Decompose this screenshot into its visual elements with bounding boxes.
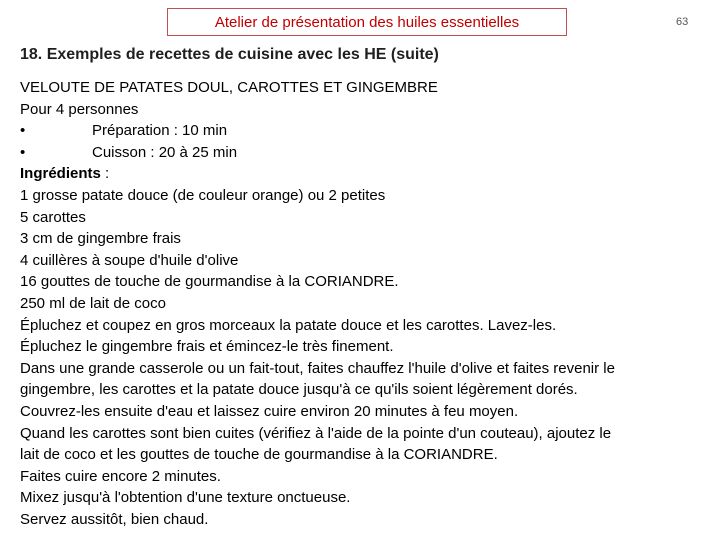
ingredients-heading: Ingrédients — [20, 165, 101, 183]
recipe-name: VELOUTE DE PATATES DOUL, CAROTTES ET GINGEMBRE — [20, 79, 438, 96]
section-title: 18. Exemples de recettes de cuisine avec les HE (suite) — [20, 46, 439, 63]
recipe-servings: Pour 4 personnes — [20, 100, 139, 118]
step-line: Quand les carottes sont bien cuites (vérifiez à l'aide de la pointe d'un couteau), ajoutez le — [20, 424, 612, 442]
cook-time-item — [20, 142, 700, 164]
bullet-icon: • — [20, 122, 26, 140]
ingredient-item: 1 grosse patate douce (de couleur orange) ou 2 petites — [20, 186, 386, 204]
bullet-icon: • — [20, 143, 26, 161]
ingredient-item: 4 cuillères à soupe d'huile d'olive — [20, 251, 239, 269]
step-line: Mixez jusqu'à l'obtention d'une texture onctueuse. — [20, 489, 351, 507]
ingredients-colon: : — [100, 165, 110, 183]
cook-time: Cuisson : 20 à 25 min — [92, 143, 238, 161]
step-line: gingembre, les carottes et la patate douce jusqu'à ce qu'ils soient légèrement dorés. — [20, 381, 578, 399]
step-line: lait de coco et les gouttes de touche de gourmandise à la CORIANDRE. — [20, 446, 498, 464]
ingredient-item: 16 gouttes de touche de gourmandise à la CORIANDRE. — [20, 273, 399, 291]
ingredient-item: 250 ml de lait de coco — [20, 294, 166, 312]
step-line: Épluchez le gingembre frais et émincez-le très finement. — [20, 338, 394, 356]
ingredient-item: 3 cm de gingembre frais — [20, 230, 181, 248]
recipe-content — [20, 77, 700, 530]
ingredients-heading-line — [20, 163, 700, 185]
page-number: 63 — [676, 16, 689, 28]
prep-time: Préparation : 10 min — [92, 122, 228, 140]
header-title-box — [167, 8, 567, 36]
step-line: Épluchez et coupez en gros morceaux la patate douce et les carottes. Lavez-les. — [20, 316, 557, 334]
step-line: Couvrez-les ensuite d'eau et laissez cuire environ 20 minutes à feu moyen. — [20, 402, 519, 420]
step-line: Dans une grande casserole ou un fait-tout, faites chauffez l'huile d'olive et faites revenir le — [20, 359, 615, 377]
header-title: Atelier de présentation des huiles essentielles — [214, 13, 520, 31]
step-line: Faites cuire encore 2 minutes. — [20, 467, 221, 485]
prep-time-item — [20, 120, 700, 142]
ingredient-item: 5 carottes — [20, 208, 86, 226]
step-line: Servez aussitôt, bien chaud. — [20, 510, 209, 528]
